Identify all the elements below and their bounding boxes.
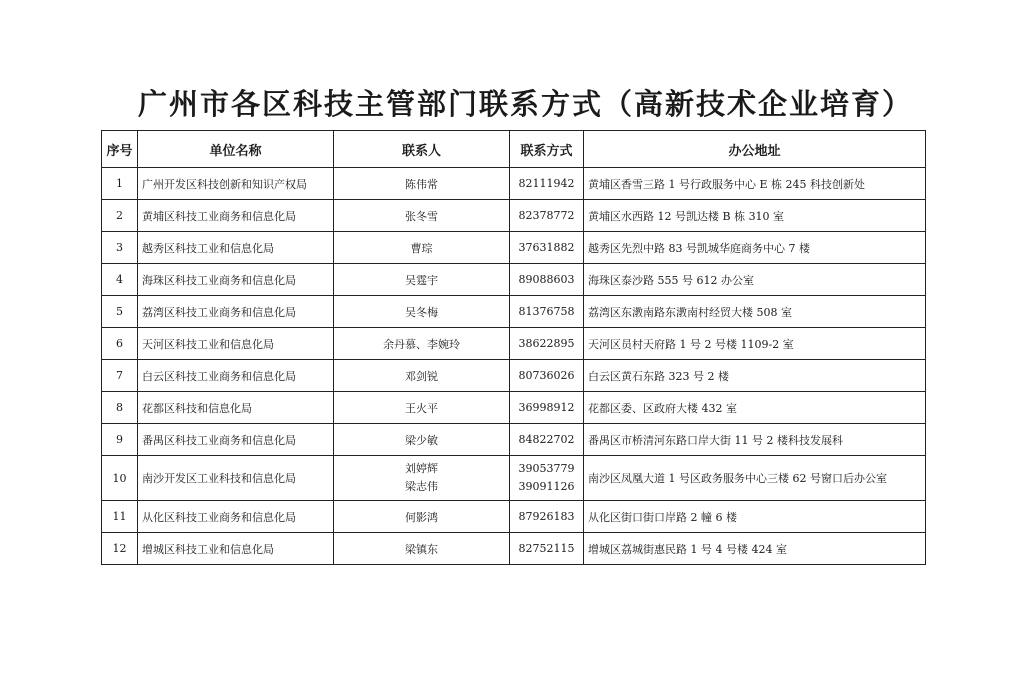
row-contact: 张冬雪 bbox=[334, 200, 510, 232]
row-index: 5 bbox=[102, 296, 138, 328]
row-contact: 邓剑锐 bbox=[334, 360, 510, 392]
row-unit: 增城区科技工业和信息化局 bbox=[138, 533, 334, 565]
row-phone: 36998912 bbox=[510, 392, 584, 424]
row-contact: 王火平 bbox=[334, 392, 510, 424]
row-unit: 海珠区科技工业商务和信息化局 bbox=[138, 264, 334, 296]
row-address: 番禺区市桥清河东路口岸大街 11 号 2 楼科技发展科 bbox=[584, 424, 926, 456]
table-row bbox=[102, 501, 926, 533]
row-contact: 曹琮 bbox=[334, 232, 510, 264]
table-row bbox=[102, 360, 926, 392]
row-unit: 白云区科技工业商务和信息化局 bbox=[138, 360, 334, 392]
row-contact: 吴霆宇 bbox=[334, 264, 510, 296]
row-contact: 余丹慕、李婉玲 bbox=[334, 328, 510, 360]
row-index: 10 bbox=[102, 456, 138, 501]
row-phone: 82752115 bbox=[510, 533, 584, 565]
table-row bbox=[102, 392, 926, 424]
row-unit: 黄埔区科技工业商务和信息化局 bbox=[138, 200, 334, 232]
row-contact: 陈伟常 bbox=[334, 168, 510, 200]
row-unit: 荔湾区科技工业商务和信息化局 bbox=[138, 296, 334, 328]
row-phone: 84822702 bbox=[510, 424, 584, 456]
row-address: 黄埔区香雪三路 1 号行政服务中心 E 栋 245 科技创新处 bbox=[584, 168, 926, 200]
header-index: 序号 bbox=[102, 131, 138, 168]
row-unit: 南沙开发区工业科技和信息化局 bbox=[138, 456, 334, 501]
row-index: 7 bbox=[102, 360, 138, 392]
row-index: 9 bbox=[102, 424, 138, 456]
phone-number: 39053779 bbox=[518, 462, 575, 475]
row-index: 11 bbox=[102, 501, 138, 533]
table-row bbox=[102, 424, 926, 456]
row-contact bbox=[334, 456, 510, 501]
row-phone: 80736026 bbox=[510, 360, 584, 392]
row-index: 4 bbox=[102, 264, 138, 296]
header-phone: 联系方式 bbox=[510, 131, 584, 168]
row-address: 增城区荔城街惠民路 1 号 4 号楼 424 室 bbox=[584, 533, 926, 565]
table-row bbox=[102, 232, 926, 264]
row-contact: 何影鸿 bbox=[334, 501, 510, 533]
row-phone: 89088603 bbox=[510, 264, 584, 296]
page-title: 广州市各区科技主管部门联系方式（高新技术企业培育） bbox=[138, 87, 914, 121]
row-phone bbox=[510, 456, 584, 501]
table-row bbox=[102, 168, 926, 200]
row-unit: 从化区科技工业商务和信息化局 bbox=[138, 501, 334, 533]
row-phone: 82111942 bbox=[510, 168, 584, 200]
row-unit: 花都区科技和信息化局 bbox=[138, 392, 334, 424]
row-address: 荔湾区东漖南路东漖南村经贸大楼 508 室 bbox=[584, 296, 926, 328]
table-row bbox=[102, 264, 926, 296]
phone-number: 39091126 bbox=[518, 480, 575, 493]
row-address: 越秀区先烈中路 83 号凯城华庭商务中心 7 楼 bbox=[584, 232, 926, 264]
contact-table bbox=[101, 130, 926, 565]
row-address: 南沙区凤凰大道 1 号区政务服务中心三楼 62 号窗口后办公室 bbox=[584, 456, 926, 501]
row-contact: 吴冬梅 bbox=[334, 296, 510, 328]
row-unit: 越秀区科技工业和信息化局 bbox=[138, 232, 334, 264]
table-row bbox=[102, 200, 926, 232]
row-index: 6 bbox=[102, 328, 138, 360]
row-phone: 87926183 bbox=[510, 501, 584, 533]
header-contact: 联系人 bbox=[334, 131, 510, 168]
table-row bbox=[102, 456, 926, 501]
row-address: 天河区员村天府路 1 号 2 号楼 1109-2 室 bbox=[584, 328, 926, 360]
contact-name: 梁志伟 bbox=[405, 480, 438, 493]
table-row bbox=[102, 328, 926, 360]
row-unit: 广州开发区科技创新和知识产权局 bbox=[138, 168, 334, 200]
table-header-row bbox=[102, 131, 926, 168]
row-index: 3 bbox=[102, 232, 138, 264]
row-index: 2 bbox=[102, 200, 138, 232]
row-address: 从化区街口街口岸路 2 幢 6 楼 bbox=[584, 501, 926, 533]
table-row bbox=[102, 296, 926, 328]
header-unit: 单位名称 bbox=[138, 131, 334, 168]
row-address: 海珠区泰沙路 555 号 612 办公室 bbox=[584, 264, 926, 296]
row-address: 黄埔区水西路 12 号凯达楼 B 栋 310 室 bbox=[584, 200, 926, 232]
row-phone: 82378772 bbox=[510, 200, 584, 232]
row-index: 1 bbox=[102, 168, 138, 200]
row-phone: 38622895 bbox=[510, 328, 584, 360]
header-address: 办公地址 bbox=[584, 131, 926, 168]
contact-name: 刘婷辉 bbox=[405, 462, 438, 475]
row-unit: 番禺区科技工业商务和信息化局 bbox=[138, 424, 334, 456]
row-index: 8 bbox=[102, 392, 138, 424]
row-index: 12 bbox=[102, 533, 138, 565]
row-address: 白云区黄石东路 323 号 2 楼 bbox=[584, 360, 926, 392]
row-unit: 天河区科技工业和信息化局 bbox=[138, 328, 334, 360]
row-address: 花都区委、区政府大楼 432 室 bbox=[584, 392, 926, 424]
table-row bbox=[102, 533, 926, 565]
row-phone: 81376758 bbox=[510, 296, 584, 328]
row-contact: 梁镇东 bbox=[334, 533, 510, 565]
row-contact: 梁少敏 bbox=[334, 424, 510, 456]
row-phone: 37631882 bbox=[510, 232, 584, 264]
